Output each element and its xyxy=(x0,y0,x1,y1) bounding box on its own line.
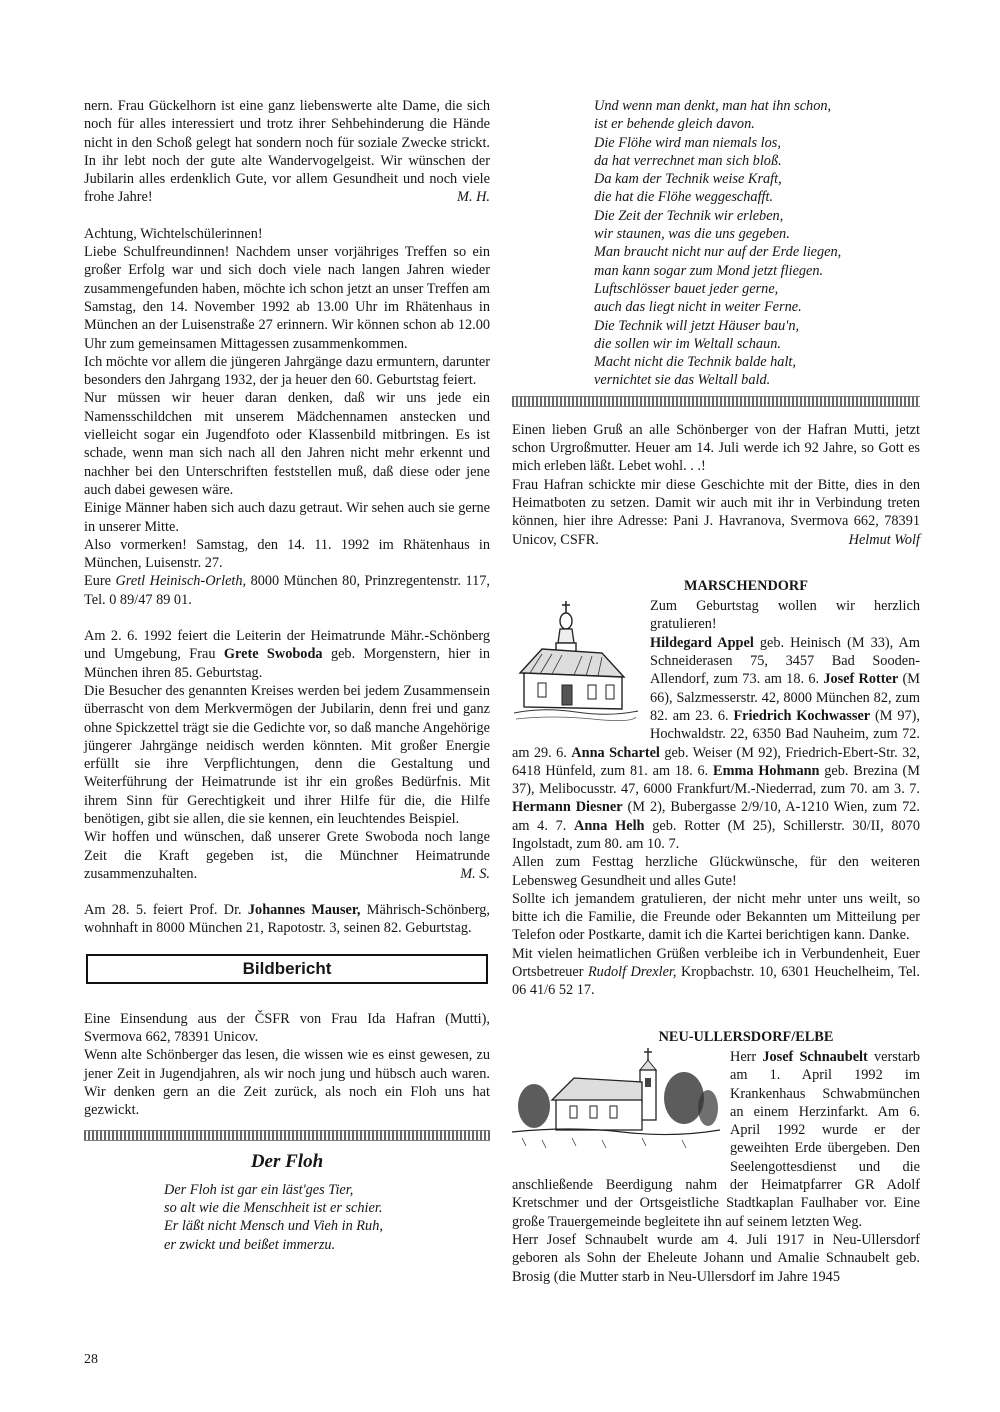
person-name: Anna Schartel xyxy=(571,744,660,761)
poem-line: die hat die Flöhe weggeschafft. xyxy=(594,189,774,206)
poem-line: man kann sogar zum Mond jetzt fliegen. xyxy=(594,262,824,279)
article-title-wichtel: Achtung, Wichtelschülerinnen! xyxy=(84,225,263,242)
signature: M. S. xyxy=(460,865,490,882)
signature: M. H. xyxy=(457,189,490,206)
paragraph: Herr Josef Schnaubelt wurde am 4. Juli 1917 in Neu-Ullersdorf geboren als Sohn der Eheleute Johann und Amalie Schnaubelt geb. Brosig (die Mutter starb in Neu-Ullersdorf im Jahre 1945 xyxy=(512,1231,920,1285)
paragraph: Zum Geburtstag wollen wir herzlich gratulieren! xyxy=(650,598,920,633)
paragraph: Die Besucher des genannten Kreises werden bei jedem Zusammensein überrascht von dem Merkvermögen der Jubilarin, denn frei und ganz ohne Spickzettel trägt sie die Gedichte vor, so daß manche Angehörige jüngerer Jahrgänge neidisch werden könnten. Mit großer Energie erfüllt sie ihre Verpflichtungen, denn die Gestaltung und Weiterführung der Heimatrunde ist ihr ein großes Bedürfnis. Mit ihrem Sinn für Gerechtigkeit und ihrer Hilfe für die, die Hilfe benötigen, gibt sie allen, die sie kennen, ein leuchtendes Beispiel. xyxy=(84,682,490,827)
poem-line: Luftschlösser bauet jeder gerne, xyxy=(594,280,779,297)
poem-line: Da kam der Technik weise Kraft, xyxy=(594,171,782,188)
poem-line: vernichtet sie das Weltall bald. xyxy=(594,372,771,389)
marschendorf-section xyxy=(512,597,920,1000)
poem-line: ist er behende gleich davon. xyxy=(594,116,755,133)
poem-line: Er läßt nicht Mensch und Vieh in Ruh, xyxy=(164,1218,383,1235)
paragraph: Eure Gretl Heinisch-Orleth, 8000 München 80, Prinzregentenstr. 117, Tel. 0 89/47 89 01. xyxy=(84,573,490,608)
poem-line: da hat verrechnet man sich bloß. xyxy=(594,152,782,169)
poem-line: er zwickt und beißet immerzu. xyxy=(164,1236,336,1253)
person-name: Emma Hohmann xyxy=(713,762,820,779)
person-name: Anna Helh xyxy=(574,817,645,834)
poem-line: die sollen wir im Weltall schaun. xyxy=(594,335,781,352)
poem-line: Der Floh ist gar ein läst'ges Tier, xyxy=(164,1181,354,1198)
paragraph: Allen zum Festtag herzliche Glückwünsche, für den weiteren Lebensweg Gesundheit und alles Gute! xyxy=(512,854,920,889)
paragraph: Nur müssen wir heuer daran denken, daß wir uns jede ein Namensschildchen mit unserem Mädchennamen anstecken und vielleicht sogar ein Jugendfoto oder Klassenbild mitbringen. Es ist schade, wenn man sich nach all den Jahren nicht mehr erkennt und nachher bei den Unterschriften feststellen muß, daß diese oder jene auch dabei gewesen wäre. xyxy=(84,390,490,498)
person-name: Hermann Diesner xyxy=(512,799,623,816)
left-column xyxy=(84,97,490,1254)
person-name: Johannes Mauser, xyxy=(247,902,361,919)
poem xyxy=(84,1181,490,1254)
poem-line: auch das liegt nicht in weiter Ferne. xyxy=(594,299,802,316)
neu-ullersdorf-section xyxy=(512,1048,920,1286)
ornament-divider xyxy=(512,396,920,407)
paragraph: Wir hoffen und wünschen, daß unserer Grete Swoboda noch lange Zeit die Kraft gegeben ist, die Münchner Heimatrunde zusammenzuhalten. M. S. xyxy=(84,829,490,882)
paragraph: nern. Frau Gückelhorn ist eine ganz liebenswerte alte Dame, die sich noch für alles interessiert und trotz ihrer Sehbehinderung die Hände nicht in den Schoß gelegt hat sondern noch für soziale Zwecke strickt. In ihr lebt noch der gute alte Wandervogelgeist. Wir wünschen der Jubilarin alles erdenklich Gute, vor allem Gesundheit und noch viele frohe Jahre! xyxy=(84,98,490,206)
paragraph: Sollte ich jemandem gratulieren, der nicht mehr unter uns weilt, so bitte ich die Familie, die Freunde oder Bekannten um Mitteilung per Telefon oder Postkarte, damit ich die Kartei berichtigen kann. Danke. xyxy=(512,890,920,944)
paragraph: Wenn alte Schönberger das lesen, die wissen wie es einst gewesen, zu jener Zeit in Jugendjahren, als wir noch jung und hübsch auch waren. Wir denken gern an die Zeit zurück, als noch ein Floh uns hat gezwickt. xyxy=(84,1047,490,1119)
person-name: Hildegard Appel xyxy=(650,634,754,651)
section-heading-box: Bildbericht xyxy=(86,954,488,984)
paragraph: Liebe Schulfreundinnen! Nachdem unser vorjähriges Treffen so ein großer Erfolg war und sich doch viele nach langen Jahren wieder zusammengefunden haben, möchte ich schon jetzt an unser Treffen am Samstag, den 14. November 1992 ab 13.00 Uhr im Rhätenhaus in München an der Luisenstraße 27 erinnern. Wir können schon ab 12.00 Uhr zum gemeinsamen Mittagessen zusammenkommen. xyxy=(84,244,490,352)
article-gueckelhorn xyxy=(84,97,490,207)
paragraph: Am 28. 5. feiert Prof. Dr. Johannes Mauser, Mährisch-Schönberg, wohnhaft in 8000 München 21, Rapotostr. 3, seinen 82. Geburtstag. xyxy=(84,902,490,937)
ornament-divider xyxy=(84,1130,490,1141)
page-number: 28 xyxy=(84,1352,98,1367)
right-column xyxy=(512,97,920,1286)
person-name: Josef Schnaubelt xyxy=(762,1048,868,1065)
person-name: Grete Swoboda xyxy=(223,646,323,663)
poem-line: Die Zeit der Technik wir erleben, xyxy=(594,207,784,224)
poem-line: Man braucht nicht nur auf der Erde liegen, xyxy=(594,244,842,261)
section-heading-neu-ullersdorf: NEU-ULLERSDORF/ELBE xyxy=(658,1028,834,1045)
poem-line: so alt wie die Menschheit ist er schier. xyxy=(164,1200,383,1217)
paragraph: Einige Männer haben sich auch dazu getraut. Wir sehen auch sie gerne in unserer Mitte. xyxy=(84,500,490,535)
person-name: Josef Rotter xyxy=(823,671,899,688)
paragraph: Einen lieben Gruß an alle Schönberger von der Hafran Mutti, jetzt schon Urgroßmutter. Heuer am 14. Juli werde ich 92 Jahre, so Gott es mich erleben läßt. Lebet wohl. . .! xyxy=(512,421,920,475)
paragraph: Also vormerken! Samstag, den 14. 11. 1992 im Rhätenhaus in München, Luisenstr. 27. xyxy=(84,536,490,572)
paragraph: Frau Hafran schickte mir diese Geschichte mit der Bitte, dies in den Heimatboten zu setzen. Damit wir auch mit ihr in Verbindung treten können, hier ihre Adresse: Pani J. Havranova, Svermova 662, 78391 Unicov, CSFR. Helmut Wolf xyxy=(512,476,920,548)
person-name: Friedrich Kochwasser xyxy=(733,707,871,724)
poem-line: Und wenn man denkt, man hat ihn schon, xyxy=(594,98,832,114)
paragraph: Eine Einsendung aus der ČSFR von Frau Ida Hafran (Mutti), Svermova 662, 78391 Unicov. xyxy=(84,1010,490,1046)
church-illustration xyxy=(512,1048,720,1156)
poem-title: Der Floh xyxy=(250,1150,324,1172)
author-name: Gretl Heinisch-Orleth, xyxy=(115,573,247,590)
paragraph: Herr Josef Schnaubelt verstarb am 1. April 1992 im Krankenhaus Schwabmünchen an einem Herzinfarkt. Am 6. April 1992 wurde er der geweihten Erde übergeben. Den Seelengottesdienst und die anschließende Beerdigung nahm der Heimatpfarrer GR Adolf Kretschmer und der Ortsgeistliche Stadtkaplan Faulhaber vor. Eine große Trauergemeinde begleitete ihn auf seinem letzten Weg. xyxy=(512,1048,920,1230)
paragraph: Mit vielen heimatlichen Grüßen verbleibe ich in Verbundenheit, Euer Ortsbetreuer Rudolf Drexler, Kropbachstr. 10, 6301 Heuchelheim, Tel. 06 41/6 52 17. xyxy=(512,945,920,999)
poem-line: Macht nicht die Technik balde halt, xyxy=(594,354,796,371)
author-name: Rudolf Drexler, xyxy=(587,964,677,981)
birthday-list: Hildegard Appel geb. Heinisch (M 33), Am Schneiderasen 75, 3457 Bad Sooden-Allendorf, zum 73. am 18. 6. Josef Rotter (M 66), Salzmesserstr. 42, 8000 München 82, zum 82. am 23. 6. Friedrich Kochwasser (M 97), Hochwaldstr. 22, 6350 Bad Nauheim, zum 72. am 29. 6. Anna Schartel geb. Weiser (M 92), Friedrich-Ebert-Str. 32, 6418 Hünfeld, zum 81. am 18. 6. Emma Hohmann geb. Brezina (M 37), Melibocusstr. 47, 6000 Frankfurt/M.-Niederrad, zum 70. am 3. 7. Hermann Diesner (M 2), Bubergasse 2/9/10, A-1210 Wien, zum 72. am 4. 7. Anna Helh geb. Rotter (M 25), Schillerstr. 30/II, 8070 Ingolstadt, zum 80. am 10. 7. xyxy=(512,634,921,852)
paragraph: Am 2. 6. 1992 feiert die Leiterin der Heimatrunde Mähr.-Schönberg und Umgebung, Frau Grete Swoboda geb. Morgenstern, hier in München ihren 85. Geburtstag. xyxy=(84,628,491,681)
section-heading-marschendorf: MARSCHENDORF xyxy=(684,577,808,594)
church-illustration xyxy=(512,599,640,727)
poem-line: Die Technik will jetzt Häuser bau'n, xyxy=(594,317,800,334)
signature: Helmut Wolf xyxy=(848,531,920,548)
poem-line: wir staunen, was die uns gegeben. xyxy=(594,226,790,243)
poem-continuation xyxy=(512,97,920,390)
poem-line: Die Flöhe wird man niemals los, xyxy=(594,134,781,151)
paragraph: Ich möchte vor allem die jüngeren Jahrgänge dazu ermuntern, darunter besonders den Jahrgang 1932, der ja heuer den 60. Geburtstag feiert. xyxy=(84,353,490,389)
